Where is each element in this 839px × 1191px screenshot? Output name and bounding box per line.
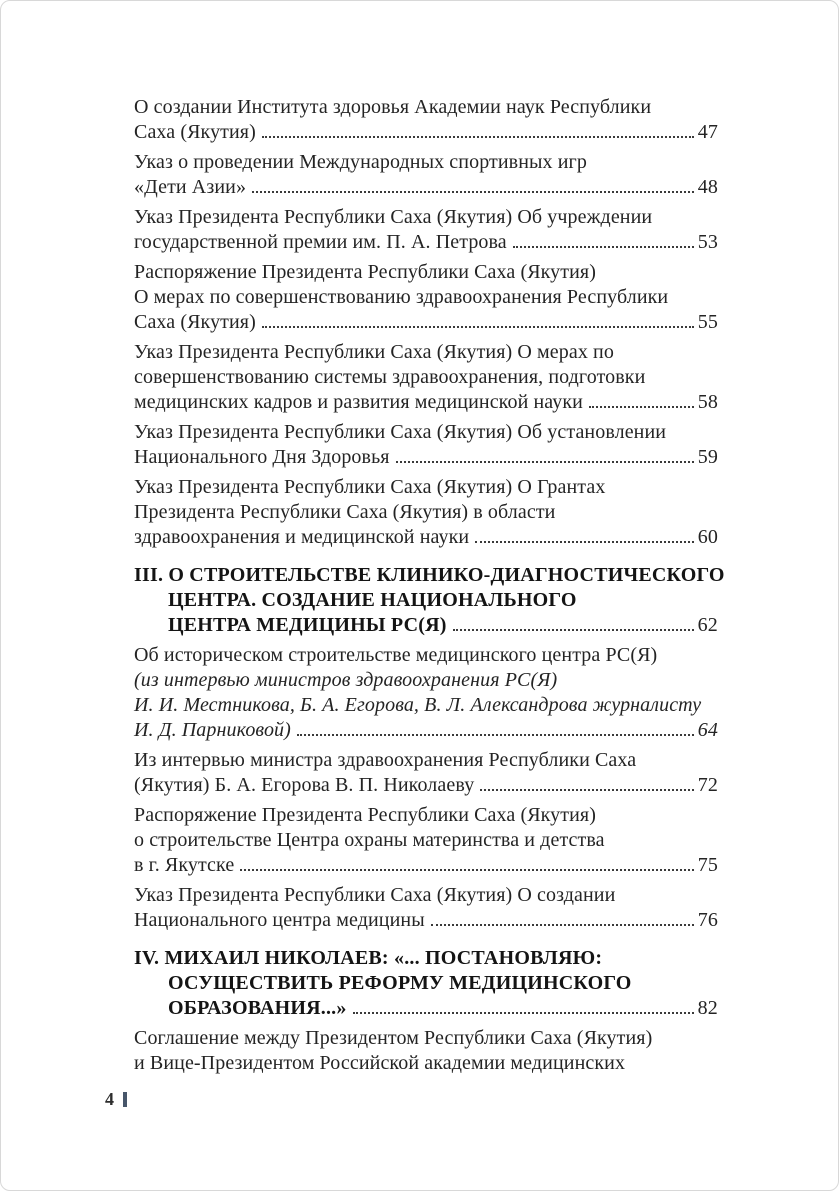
- toc-entry-line: Указ Президента Республики Саха (Якутия) О мерах по: [134, 341, 614, 363]
- toc-entry: [134, 883, 718, 933]
- toc-page-number: 72: [697, 774, 718, 796]
- dotted-leader: [589, 406, 694, 408]
- toc-entry: [134, 95, 718, 145]
- toc-page-number: 48: [697, 176, 718, 198]
- toc-entry-line: Указ Президента Республики Саха (Якутия) Об установлении: [134, 421, 667, 443]
- dotted-leader: [262, 136, 694, 138]
- toc-page-number: 82: [697, 997, 718, 1019]
- toc-entry-text: «Дети Азии»: [134, 176, 247, 198]
- toc-entry-line: и Вице-Президентом Российской академии медицинских: [134, 1052, 626, 1074]
- toc-entry: [134, 475, 718, 550]
- toc-entry-text: здравоохранения и медицинской науки: [134, 526, 470, 548]
- toc-entry: [134, 260, 718, 335]
- toc-entry-line: Соглашение между Президентом Республики Саха (Якутия): [134, 1027, 653, 1049]
- toc-entry-text: И. Д. Парниковой): [134, 719, 291, 741]
- toc-entry: [134, 563, 725, 638]
- toc-entry-line: [134, 445, 718, 470]
- toc-entry-line: [134, 525, 718, 550]
- toc-entry-line: [134, 718, 718, 743]
- toc-entry-line: (из интервью министров здравоохранения РС(Я): [134, 669, 558, 691]
- toc-page-number: 55: [697, 311, 718, 333]
- toc-entry-line: совершенствованию системы здравоохранения, подготовки: [134, 366, 646, 388]
- footer-accent-bar: [123, 1092, 127, 1107]
- toc-list: [134, 95, 725, 1076]
- dotted-leader: [240, 869, 693, 871]
- toc-entry: [134, 946, 718, 1021]
- toc-entry-line: [134, 853, 718, 878]
- toc-entry-text: Саха (Якутия): [134, 311, 256, 333]
- toc-entry-text: ОБРАЗОВАНИЯ...»: [168, 997, 347, 1019]
- toc-entry: [134, 205, 718, 255]
- toc-entry-text: ЦЕНТРА МЕДИЦИНЫ РС(Я): [168, 614, 447, 636]
- dotted-leader: [353, 1012, 694, 1014]
- dotted-leader: [297, 734, 694, 736]
- toc-entry-text: Национального центра медицины: [134, 909, 425, 931]
- toc-page-number: 47: [697, 121, 718, 143]
- dotted-leader: [396, 461, 694, 463]
- dotted-leader: [453, 629, 694, 631]
- toc-entry-line: Указ Президента Республики Саха (Якутия) О создании: [134, 884, 616, 906]
- footer-page-number: 4: [105, 1089, 114, 1109]
- toc-entry-line: [134, 175, 718, 200]
- dotted-leader: [262, 326, 694, 328]
- page-footer: [105, 1089, 127, 1110]
- toc-entry-line: [134, 773, 718, 798]
- toc-entry-line: [134, 613, 718, 638]
- toc-entry-line: ЦЕНТРА. СОЗДАНИЕ НАЦИОНАЛЬНОГО: [168, 589, 577, 611]
- dotted-leader: [475, 541, 694, 543]
- toc-entry-text: государственной премии им. П. А. Петрова: [134, 231, 507, 253]
- toc-entry: [134, 643, 718, 743]
- toc-entry-line: Распоряжение Президента Республики Саха (Якутия): [134, 261, 596, 283]
- toc-entry-line: [134, 230, 718, 255]
- toc-entry-line: о строительстве Центра охраны материнства и детства: [134, 829, 605, 851]
- toc-page-number: 53: [697, 231, 718, 253]
- toc-entry: [134, 1026, 718, 1076]
- toc-entry: [134, 340, 718, 415]
- toc-entry-line: III. О СТРОИТЕЛЬСТВЕ КЛИНИКО-ДИАГНОСТИЧЕСКОГО: [134, 564, 725, 586]
- toc-entry-line: Указ Президента Республики Саха (Якутия) Об учреждении: [134, 206, 653, 228]
- toc-page-number: 60: [697, 526, 718, 548]
- toc-page-number: 62: [697, 614, 718, 636]
- dotted-leader: [513, 246, 694, 248]
- toc-entry: [134, 420, 718, 470]
- toc-entry-text: Национального Дня Здоровья: [134, 446, 390, 468]
- toc-entry-line: [134, 996, 718, 1021]
- toc-entry-text: в г. Якутске: [134, 854, 235, 876]
- toc-entry-line: Указ о проведении Международных спортивных игр: [134, 151, 587, 173]
- toc-entry-text: (Якутия) Б. А. Егорова В. П. Николаеву: [134, 774, 475, 796]
- toc-page-number: 59: [697, 446, 718, 468]
- toc-entry-line: Президента Республики Саха (Якутия) в области: [134, 501, 556, 523]
- toc-entry-line: [134, 390, 718, 415]
- toc-entry-line: О создании Института здоровья Академии наук Республики: [134, 96, 652, 118]
- toc-page-number: 64: [697, 719, 718, 741]
- dotted-leader: [252, 191, 694, 193]
- toc-entry-line: [134, 908, 718, 933]
- toc-entry-line: [134, 120, 718, 145]
- toc-entry: [134, 748, 718, 798]
- toc-page-number: 75: [697, 854, 718, 876]
- toc-entry-line: Указ Президента Республики Саха (Якутия) О Грантах: [134, 476, 606, 498]
- toc-entry-line: О мерах по совершенствованию здравоохранения Республики: [134, 286, 669, 308]
- toc-entry-line: [134, 310, 718, 335]
- toc-entry-line: Из интервью министра здравоохранения Республики Саха: [134, 749, 637, 771]
- toc-page-number: 58: [697, 391, 718, 413]
- toc-entry-line: Об историческом строительстве медицинского центра РС(Я): [134, 644, 658, 666]
- toc-entry-text: медицинских кадров и развития медицинской науки: [134, 391, 583, 413]
- toc-entry-line: IV. МИХАИЛ НИКОЛАЕВ: «... ПОСТАНОВЛЯЮ:: [134, 947, 603, 969]
- toc-entry-text: Саха (Якутия): [134, 121, 256, 143]
- dotted-leader: [431, 924, 694, 926]
- toc-entry-line: Распоряжение Президента Республики Саха (Якутия): [134, 804, 596, 826]
- toc-entry: [134, 803, 718, 878]
- dotted-leader: [480, 789, 693, 791]
- toc-page-number: 76: [697, 909, 718, 931]
- toc-entry: [134, 150, 718, 200]
- toc-entry-line: И. И. Местникова, Б. А. Егорова, В. Л. Александрова журналисту: [134, 694, 702, 716]
- toc-entry-line: ОСУЩЕСТВИТЬ РЕФОРМУ МЕДИЦИНСКОГО: [168, 972, 632, 994]
